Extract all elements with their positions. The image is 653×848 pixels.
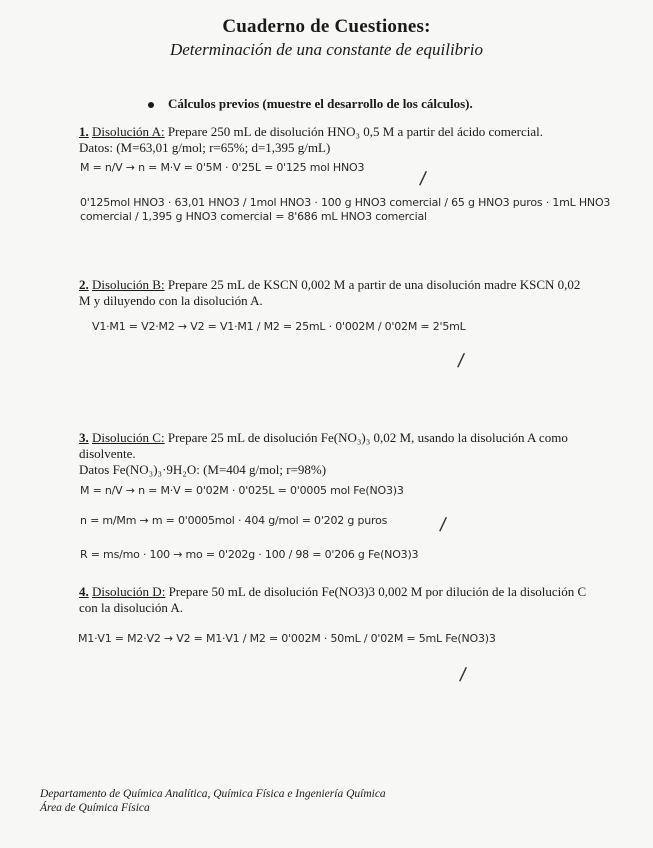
section-data: Datos: (M=63,01 g/mol; r=65%; d=1,395 g/mL) [79, 140, 331, 155]
handwritten-calc: 0'125mol HNO3 · 63,01 HNO3 / 1mol HNO3 · 100 g HNO3 comercial / 65 g HNO3 puros · 1mL HNO3 comercial / 1,395 g HNO3 comercial = 8'686 mL HNO3 comercial [80, 196, 611, 223]
check-mark-icon: / [418, 167, 428, 190]
handwritten-calc: M = n/V → n = M·V = 0'02M · 0'025L = 0'0005 mol Fe(NO3)3 [80, 484, 404, 497]
section-label: Disolución C: [92, 430, 165, 445]
section-data: Datos Fe(NO₃)₃·9H₂O: (M=404 g/mol; r=98%) [79, 462, 327, 477]
section-label: Disolución A: [92, 124, 165, 139]
intro-bullet [148, 96, 473, 112]
bullet-dot-icon [148, 102, 154, 108]
check-mark-icon: / [456, 349, 466, 372]
section-text: Prepare 250 mL de disolución HNO₃ 0,5 M a partir del ácido comercial. [164, 124, 544, 139]
section-number: 4. [79, 584, 89, 599]
section-disolucion-d [79, 584, 589, 616]
footer-area: Área de Química Física [40, 802, 150, 814]
check-mark-icon: / [458, 663, 468, 686]
section-disolucion-b [79, 277, 589, 309]
handwritten-calc: V1·M1 = V2·M2 → V2 = V1·M1 / M2 = 25mL · 0'002M / 0'02M = 2'5mL [92, 320, 466, 333]
intro-text: Cálculos previos (muestre el desarrollo de los cálculos). [168, 96, 473, 111]
section-number: 1. [79, 124, 89, 139]
handwritten-calc: M = n/V → n = M·V = 0'5M · 0'25L = 0'125 mol HNO3 [80, 161, 365, 174]
section-number: 2. [79, 277, 89, 292]
section-text: Prepare 25 mL de KSCN 0,002 M a partir de una disolución madre KSCN 0,02 M y diluyendo con la disolución A. [79, 277, 581, 308]
handwritten-calc: n = m/Mm → m = 0'0005mol · 404 g/mol = 0'202 g puros [80, 514, 388, 527]
section-disolucion-a [79, 124, 589, 156]
page-subtitle: Determinación de una constante de equilibrio [169, 40, 484, 59]
handwritten-calc: M1·V1 = M2·V2 → V2 = M1·V1 / M2 = 0'002M · 50mL / 0'02M = 5mL Fe(NO3)3 [78, 632, 496, 645]
section-text: Prepare 25 mL de disolución Fe(NO₃)₃ 0,02 M, usando la disolución A como disolvente. [79, 430, 568, 461]
check-mark-icon: / [438, 513, 448, 536]
section-number: 3. [79, 430, 89, 445]
footer-department: Departamento de Química Analítica, Química Física e Ingeniería Química [40, 788, 386, 800]
page-title: Cuaderno de Cuestiones: [222, 16, 431, 37]
section-disolucion-c [79, 430, 589, 478]
section-text: Prepare 50 mL de disolución Fe(NO3)3 0,002 M por dilución de la disolución C con la disolución A. [79, 584, 587, 615]
section-label: Disolución D: [92, 584, 166, 599]
section-label: Disolución B: [92, 277, 165, 292]
handwritten-calc: R = ms/mo · 100 → mo = 0'202g · 100 / 98 = 0'206 g Fe(NO3)3 [80, 548, 419, 561]
